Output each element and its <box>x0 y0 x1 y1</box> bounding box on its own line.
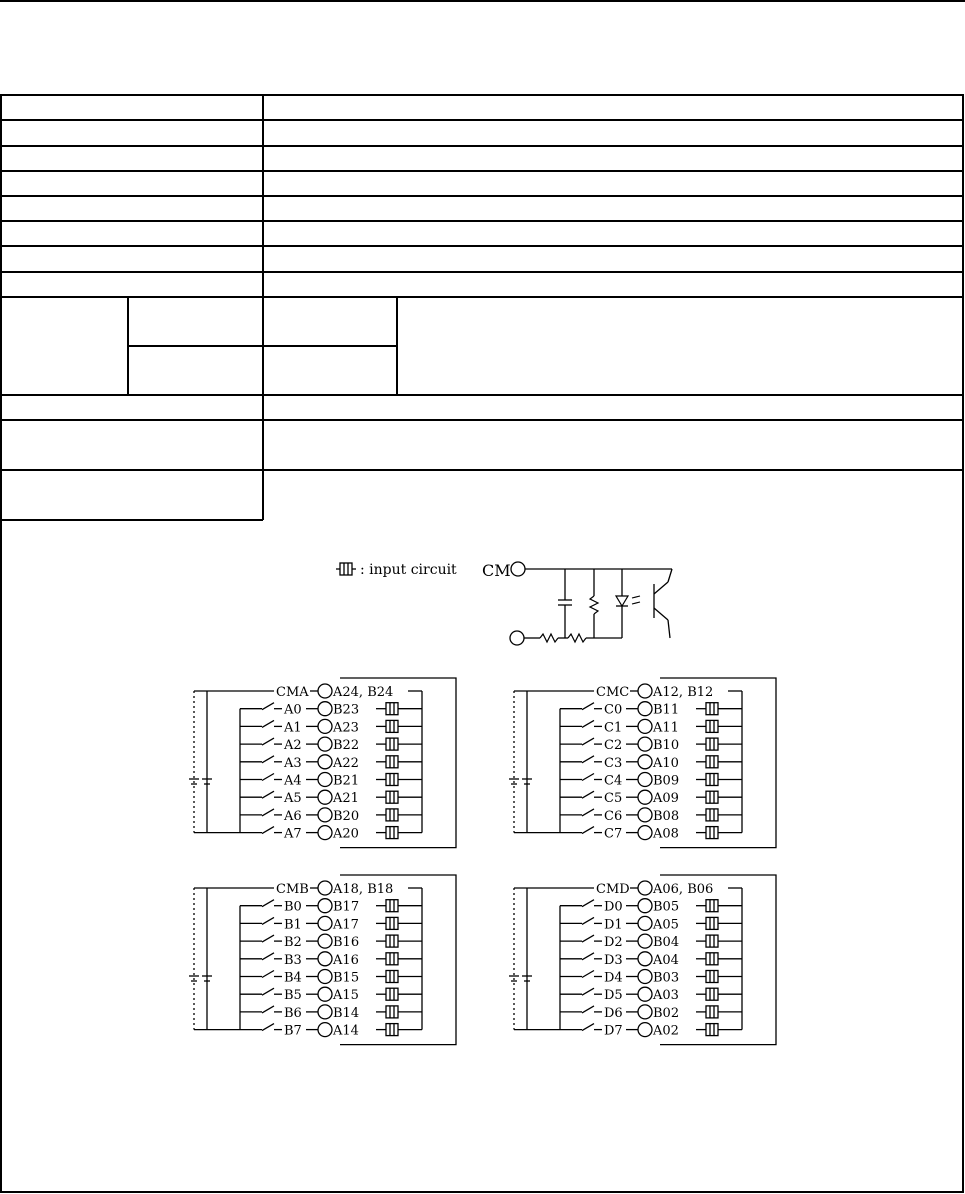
input-row <box>240 826 422 842</box>
input-label: D1 <box>604 917 623 933</box>
pin-label: A17 <box>333 917 359 933</box>
terminal-icon <box>318 881 332 895</box>
switch-contact <box>262 756 274 763</box>
input-circuit-icon <box>386 827 398 839</box>
input-label: D7 <box>604 1023 623 1039</box>
input-circuit-icon <box>386 774 398 786</box>
terminal-icon <box>511 562 525 576</box>
terminal-icon <box>318 987 332 1001</box>
input-row <box>240 808 422 824</box>
input-circuit-icon <box>386 756 398 768</box>
phototransistor-collector <box>654 582 668 594</box>
input-label: C5 <box>604 791 623 807</box>
switch-contact <box>262 774 274 781</box>
switch-contact <box>582 703 594 710</box>
input-circuit-icon <box>706 756 718 768</box>
input-circuit-icon <box>706 953 718 965</box>
pin-label: B20 <box>333 808 360 824</box>
light-arrow-icon <box>632 596 640 604</box>
legend-wire <box>668 569 672 582</box>
input-row <box>560 755 742 771</box>
pin-label: B08 <box>653 808 680 824</box>
pin-label: B23 <box>333 702 360 718</box>
terminal-icon <box>318 970 332 984</box>
input-circuit-icon <box>386 1024 398 1036</box>
input-row <box>240 737 422 753</box>
resistor-icon <box>568 634 586 642</box>
switch-contact <box>582 935 594 942</box>
common-pins-label: A06, B06 <box>653 882 714 897</box>
pin-label: A23 <box>333 720 359 736</box>
terminal-icon <box>638 755 652 769</box>
common-pins-label: A18, B18 <box>333 882 394 897</box>
switch-contact <box>262 917 274 924</box>
terminal-icon <box>318 790 332 804</box>
input-row <box>240 987 422 1003</box>
switch-contact <box>582 988 594 995</box>
terminal-icon <box>318 808 332 822</box>
switch-contact <box>262 900 274 907</box>
common-pins-label: A12, B12 <box>653 685 714 700</box>
input-label: B7 <box>284 1023 302 1039</box>
input-row <box>560 916 742 932</box>
input-row <box>560 773 742 789</box>
input-circuit-icon <box>386 988 398 1000</box>
terminal-icon <box>638 684 652 698</box>
input-label: D5 <box>604 988 623 1004</box>
input-label: A6 <box>284 808 302 824</box>
pin-label: A22 <box>333 755 359 771</box>
input-label: B2 <box>284 935 302 951</box>
input-label: B6 <box>284 1005 302 1021</box>
pin-label: B03 <box>653 970 680 986</box>
legend <box>336 561 672 645</box>
common-label: CMA <box>276 685 309 700</box>
input-row <box>240 899 422 915</box>
input-label: C4 <box>604 773 623 789</box>
pin-label: A14 <box>333 1023 359 1039</box>
input-row <box>560 899 742 915</box>
input-label: A2 <box>284 738 302 754</box>
input-circuit-icon <box>386 738 398 750</box>
input-circuit-icon <box>706 900 718 912</box>
input-circuit-icon <box>706 809 718 821</box>
input-label: B1 <box>284 917 302 933</box>
input-label: C6 <box>604 808 623 824</box>
pin-label: A21 <box>333 791 359 807</box>
terminal-icon <box>638 916 652 930</box>
legend-common-label: CM <box>482 561 511 580</box>
switch-contact <box>582 1024 594 1031</box>
input-label: C7 <box>604 826 623 842</box>
pin-label: A05 <box>653 917 679 933</box>
terminal-icon <box>638 773 652 787</box>
pin-label: A08 <box>653 826 679 842</box>
input-circuit-icon <box>386 809 398 821</box>
pin-label: A03 <box>653 988 679 1004</box>
terminal-icon <box>318 826 332 840</box>
terminal-icon <box>638 719 652 733</box>
input-label: C3 <box>604 755 623 771</box>
input-row <box>560 1005 742 1021</box>
input-group-cmd <box>509 875 776 1045</box>
switch-contact <box>582 900 594 907</box>
input-group-cmc <box>509 678 776 848</box>
input-label: B4 <box>284 970 302 986</box>
terminal-icon <box>510 631 524 645</box>
input-circuit-icon <box>706 935 718 947</box>
pin-label: B22 <box>333 738 360 754</box>
terminal-icon <box>638 934 652 948</box>
input-circuit-icon <box>706 774 718 786</box>
pin-label: B21 <box>333 773 360 789</box>
pin-label: B17 <box>333 899 360 915</box>
input-circuit-icon <box>386 703 398 715</box>
pin-label: A20 <box>333 826 359 842</box>
input-label: A3 <box>284 755 302 771</box>
switch-contact <box>582 1006 594 1013</box>
switch-contact <box>582 953 594 960</box>
switch-contact <box>262 935 274 942</box>
pin-label: A02 <box>653 1023 679 1039</box>
terminal-icon <box>318 916 332 930</box>
resistor-icon <box>540 634 558 642</box>
input-label: D6 <box>604 1005 623 1021</box>
input-row <box>240 755 422 771</box>
pin-label: A15 <box>333 988 359 1004</box>
terminal-icon <box>638 790 652 804</box>
input-row <box>560 987 742 1003</box>
terminal-icon <box>638 1023 652 1037</box>
input-circuit-icon <box>386 1006 398 1018</box>
switch-contact <box>582 827 594 834</box>
input-label: C1 <box>604 720 623 736</box>
terminal-icon <box>318 934 332 948</box>
terminal-icon <box>638 952 652 966</box>
terminal-icon <box>318 952 332 966</box>
input-group-cma <box>189 678 456 848</box>
input-circuit-icon <box>706 1024 718 1036</box>
pin-label: A11 <box>653 720 679 736</box>
pin-label: A16 <box>333 952 359 968</box>
input-label: A0 <box>284 702 302 718</box>
switch-contact <box>262 1006 274 1013</box>
input-label: B0 <box>284 899 302 915</box>
switch-contact <box>262 720 274 727</box>
input-row <box>240 719 422 735</box>
pin-label: B11 <box>653 702 680 718</box>
input-label: D2 <box>604 935 623 951</box>
input-label: C0 <box>604 702 623 718</box>
input-row <box>240 702 422 718</box>
pin-label: B10 <box>653 738 680 754</box>
terminal-icon <box>638 987 652 1001</box>
switch-contact <box>262 953 274 960</box>
input-row <box>240 773 422 789</box>
terminal-icon <box>638 737 652 751</box>
resistor-icon <box>590 596 598 614</box>
terminal-icon <box>318 1005 332 1019</box>
terminal-icon <box>318 737 332 751</box>
terminal-icon <box>318 702 332 716</box>
input-row <box>560 1023 742 1039</box>
input-label: B3 <box>284 952 302 968</box>
pin-label: B09 <box>653 773 680 789</box>
common-label: CMD <box>596 882 630 897</box>
pin-label: B04 <box>653 935 680 951</box>
switch-contact <box>262 1024 274 1031</box>
input-row <box>240 970 422 986</box>
input-label: A5 <box>284 791 302 807</box>
input-label: D4 <box>604 970 623 986</box>
input-group-cmb <box>189 875 456 1045</box>
input-row <box>560 826 742 842</box>
legend-wire <box>668 620 670 638</box>
terminal-icon <box>638 899 652 913</box>
input-circuit-icon <box>386 917 398 929</box>
terminal-icon <box>318 773 332 787</box>
input-circuit-icon <box>386 720 398 732</box>
switch-contact <box>262 809 274 816</box>
pin-label: A09 <box>653 791 679 807</box>
input-circuit-icon <box>386 953 398 965</box>
input-circuit-icon <box>706 720 718 732</box>
pin-label: B05 <box>653 899 680 915</box>
switch-contact <box>582 756 594 763</box>
switch-contact <box>582 774 594 781</box>
input-row <box>560 952 742 968</box>
pin-label: B15 <box>333 970 360 986</box>
common-pins-label: A24, B24 <box>333 685 394 700</box>
terminal-icon <box>318 755 332 769</box>
legend-text: : input circuit <box>360 562 457 578</box>
pin-label: B16 <box>333 935 360 951</box>
terminal-icon <box>638 808 652 822</box>
switch-contact <box>582 738 594 745</box>
switch-contact <box>262 703 274 710</box>
input-circuit-icon <box>706 703 718 715</box>
switch-contact <box>262 988 274 995</box>
input-label: A1 <box>284 720 302 736</box>
input-circuit-icon <box>340 563 352 575</box>
terminal-icon <box>318 684 332 698</box>
input-row <box>560 737 742 753</box>
input-circuit-icon <box>386 971 398 983</box>
switch-contact <box>262 738 274 745</box>
phototransistor-emitter <box>654 608 668 620</box>
input-circuit-icon <box>706 738 718 750</box>
input-row <box>560 808 742 824</box>
input-circuit-icon <box>706 917 718 929</box>
input-row <box>240 1005 422 1021</box>
switch-contact <box>582 720 594 727</box>
terminal-icon <box>638 826 652 840</box>
switch-contact <box>582 791 594 798</box>
input-circuit-icon <box>386 900 398 912</box>
input-circuit-icon <box>386 935 398 947</box>
input-circuit-icon <box>706 827 718 839</box>
switch-contact <box>262 971 274 978</box>
switch-contact <box>262 791 274 798</box>
switch-contact <box>582 809 594 816</box>
input-label: A4 <box>284 773 302 789</box>
input-row <box>560 790 742 806</box>
input-row <box>240 1023 422 1039</box>
pin-label: A10 <box>653 755 679 771</box>
switch-contact <box>582 971 594 978</box>
input-circuit-icon <box>706 791 718 803</box>
switch-contact <box>582 917 594 924</box>
input-circuit-icon <box>386 791 398 803</box>
terminal-icon <box>638 702 652 716</box>
input-row <box>560 934 742 950</box>
input-label: D3 <box>604 952 623 968</box>
terminal-icon <box>638 881 652 895</box>
pin-label: B02 <box>653 1005 680 1021</box>
input-circuit-icon <box>706 1006 718 1018</box>
pin-label: B14 <box>333 1005 360 1021</box>
terminal-icon <box>318 719 332 733</box>
terminal-icon <box>638 1005 652 1019</box>
input-circuit-icon <box>706 988 718 1000</box>
input-label: D0 <box>604 899 623 915</box>
input-label: B5 <box>284 988 302 1004</box>
pin-label: A04 <box>653 952 679 968</box>
terminal-icon <box>638 970 652 984</box>
input-label: C2 <box>604 738 623 754</box>
input-row <box>560 970 742 986</box>
input-row <box>240 790 422 806</box>
common-label: CMC <box>596 685 630 700</box>
input-row <box>240 952 422 968</box>
input-row <box>560 702 742 718</box>
input-label: A7 <box>284 826 302 842</box>
terminal-icon <box>318 899 332 913</box>
led-icon <box>616 596 628 606</box>
common-label: CMB <box>276 882 309 897</box>
input-row <box>240 934 422 950</box>
input-row <box>240 916 422 932</box>
terminal-icon <box>318 1023 332 1037</box>
input-row <box>560 719 742 735</box>
switch-contact <box>262 827 274 834</box>
input-circuit-icon <box>706 971 718 983</box>
